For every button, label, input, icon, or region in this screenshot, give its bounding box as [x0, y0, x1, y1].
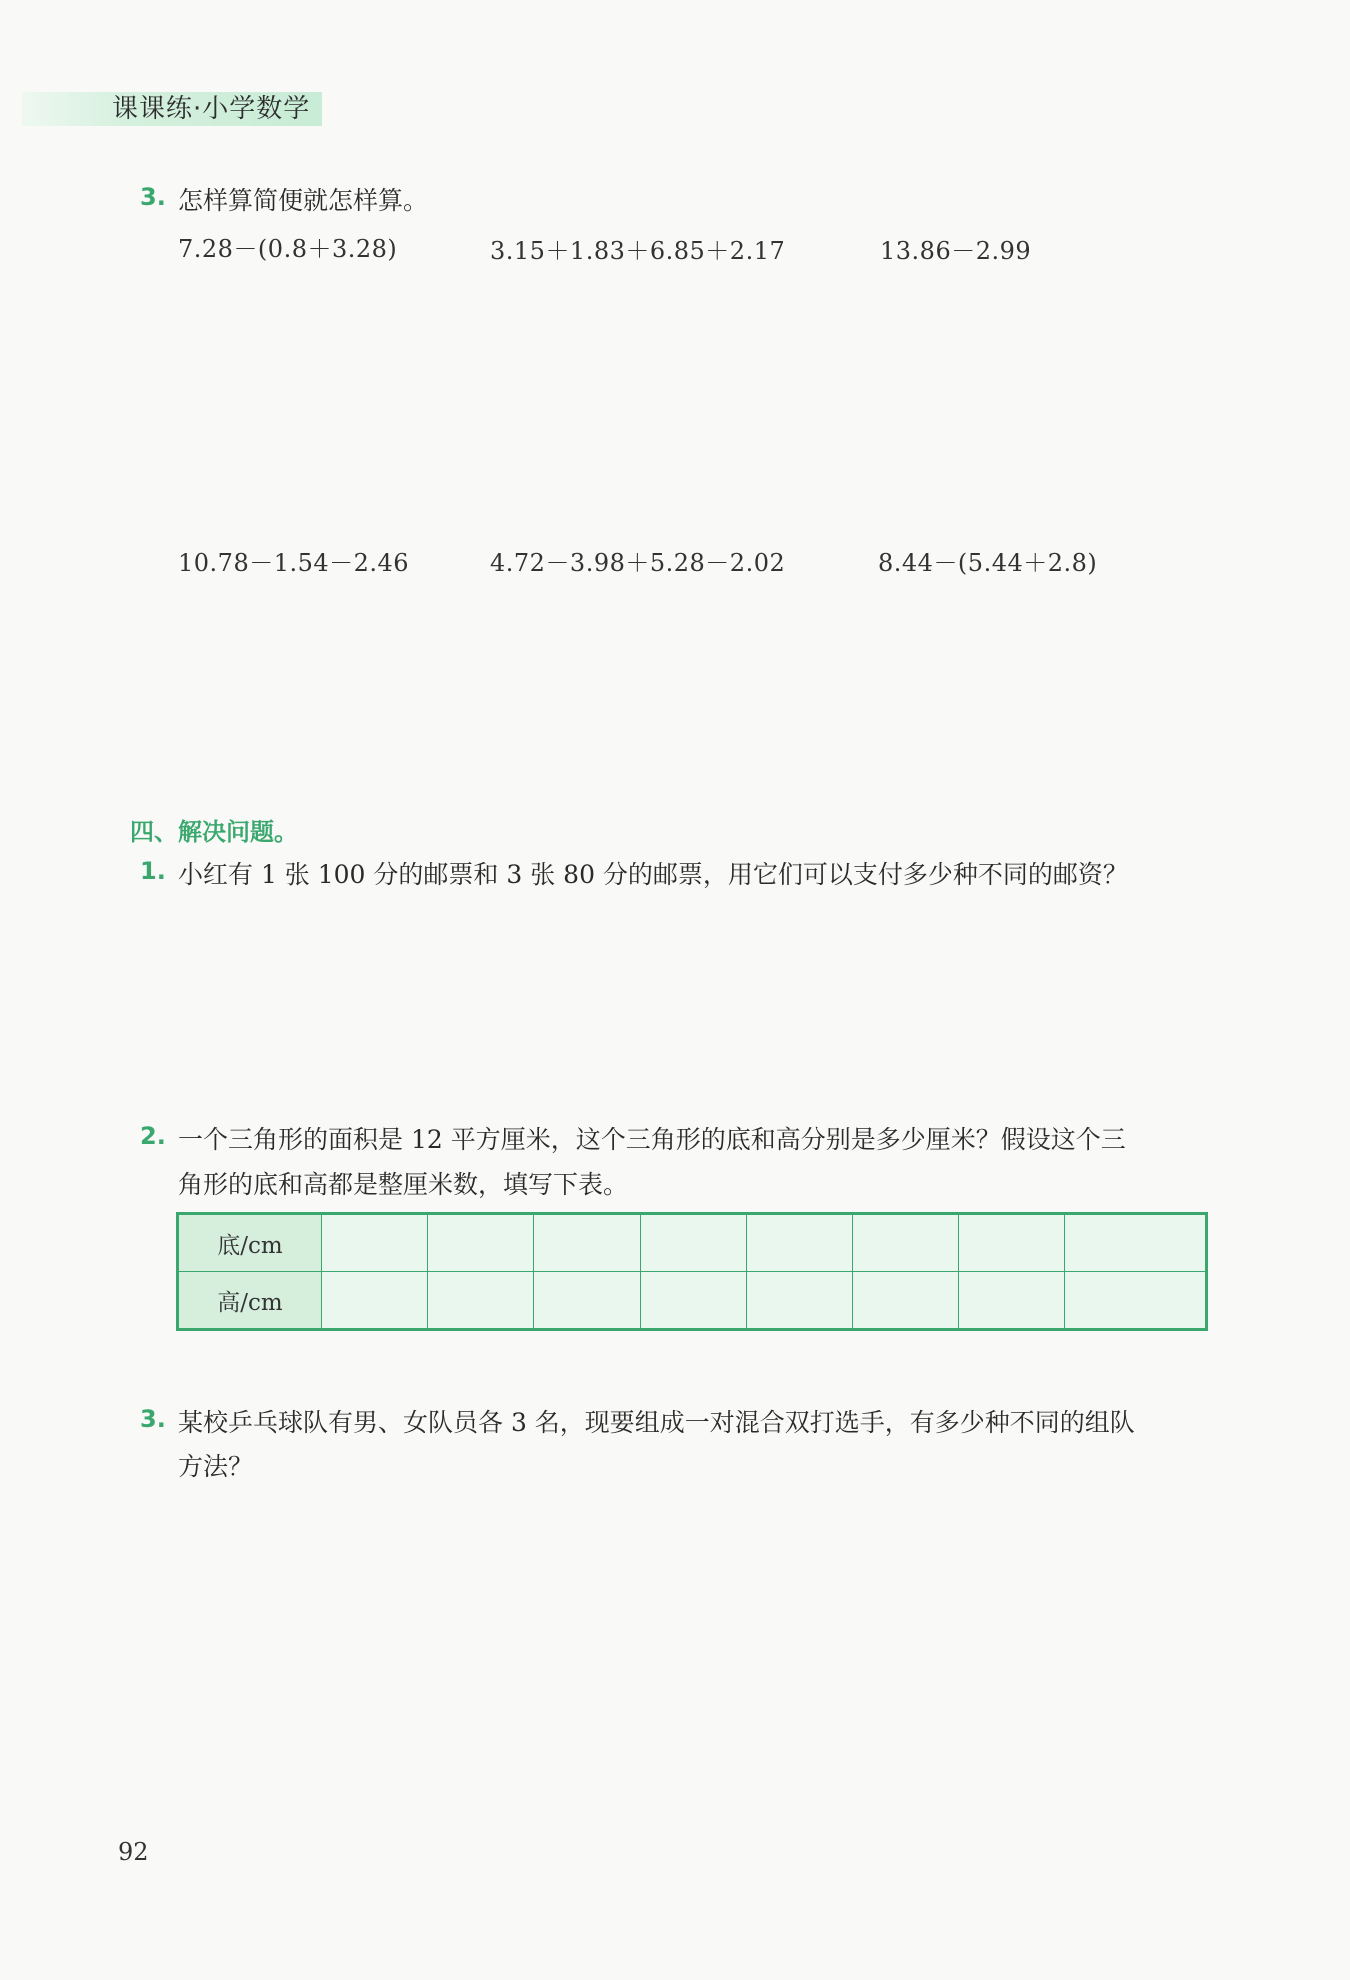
- answer-cell[interactable]: [852, 1214, 958, 1272]
- row-label-height: 高/cm: [178, 1272, 322, 1330]
- answer-cell[interactable]: [534, 1214, 640, 1272]
- answer-cell[interactable]: [1065, 1214, 1207, 1272]
- question-text: 一个三角形的面积是 12 平方厘米，这个三角形的底和高分别是多少厘米？假设这个三: [178, 1125, 1126, 1154]
- answer-cell[interactable]: [852, 1272, 958, 1330]
- answer-cell[interactable]: [746, 1272, 852, 1330]
- answer-cell[interactable]: [746, 1214, 852, 1272]
- answer-table: [176, 1212, 1208, 1331]
- answer-cell[interactable]: [959, 1214, 1065, 1272]
- answer-cell[interactable]: [1065, 1272, 1207, 1330]
- question-text: 角形的底和高都是整厘米数，填写下表。: [178, 1170, 629, 1199]
- answer-cell[interactable]: [428, 1214, 534, 1272]
- expression: 13.86－2.99: [880, 237, 1032, 265]
- question-text: 方法？: [178, 1452, 254, 1481]
- answer-cell[interactable]: [534, 1272, 640, 1330]
- question-number: 3.: [140, 183, 166, 211]
- question-text: 小红有 1 张 100 分的邮票和 3 张 80 分的邮票，用它们可以支付多少种不同的邮资？: [178, 860, 1128, 889]
- row-label-base: 底/cm: [178, 1214, 322, 1272]
- question-number: 1.: [140, 857, 166, 885]
- question-number: 2.: [140, 1122, 166, 1150]
- answer-cell[interactable]: [322, 1214, 428, 1272]
- expression: 8.44－(5.44＋2.8): [878, 549, 1098, 577]
- expression: 4.72－3.98＋5.28－2.02: [490, 549, 786, 577]
- question-instruction: 怎样算简便就怎样算。: [178, 186, 429, 215]
- answer-cell[interactable]: [640, 1272, 746, 1330]
- expression: 3.15＋1.83＋6.85＋2.17: [490, 237, 786, 265]
- expression: 10.78－1.54－2.46: [178, 549, 410, 577]
- answer-cell[interactable]: [640, 1214, 746, 1272]
- table-row: [178, 1214, 1207, 1272]
- answer-cell[interactable]: [322, 1272, 428, 1330]
- expression: 7.28－(0.8＋3.28): [178, 235, 398, 263]
- book-title: 课课练·小学数学: [112, 94, 311, 124]
- answer-cell[interactable]: [959, 1272, 1065, 1330]
- section-title: 四、解决问题。: [130, 818, 298, 846]
- question-text: 某校乒乓球队有男、女队员各 3 名，现要组成一对混合双打选手，有多少种不同的组队: [178, 1408, 1135, 1437]
- table-row: [178, 1272, 1207, 1330]
- question-number: 3.: [140, 1405, 166, 1433]
- page-number: 92: [118, 1838, 149, 1866]
- answer-cell[interactable]: [428, 1272, 534, 1330]
